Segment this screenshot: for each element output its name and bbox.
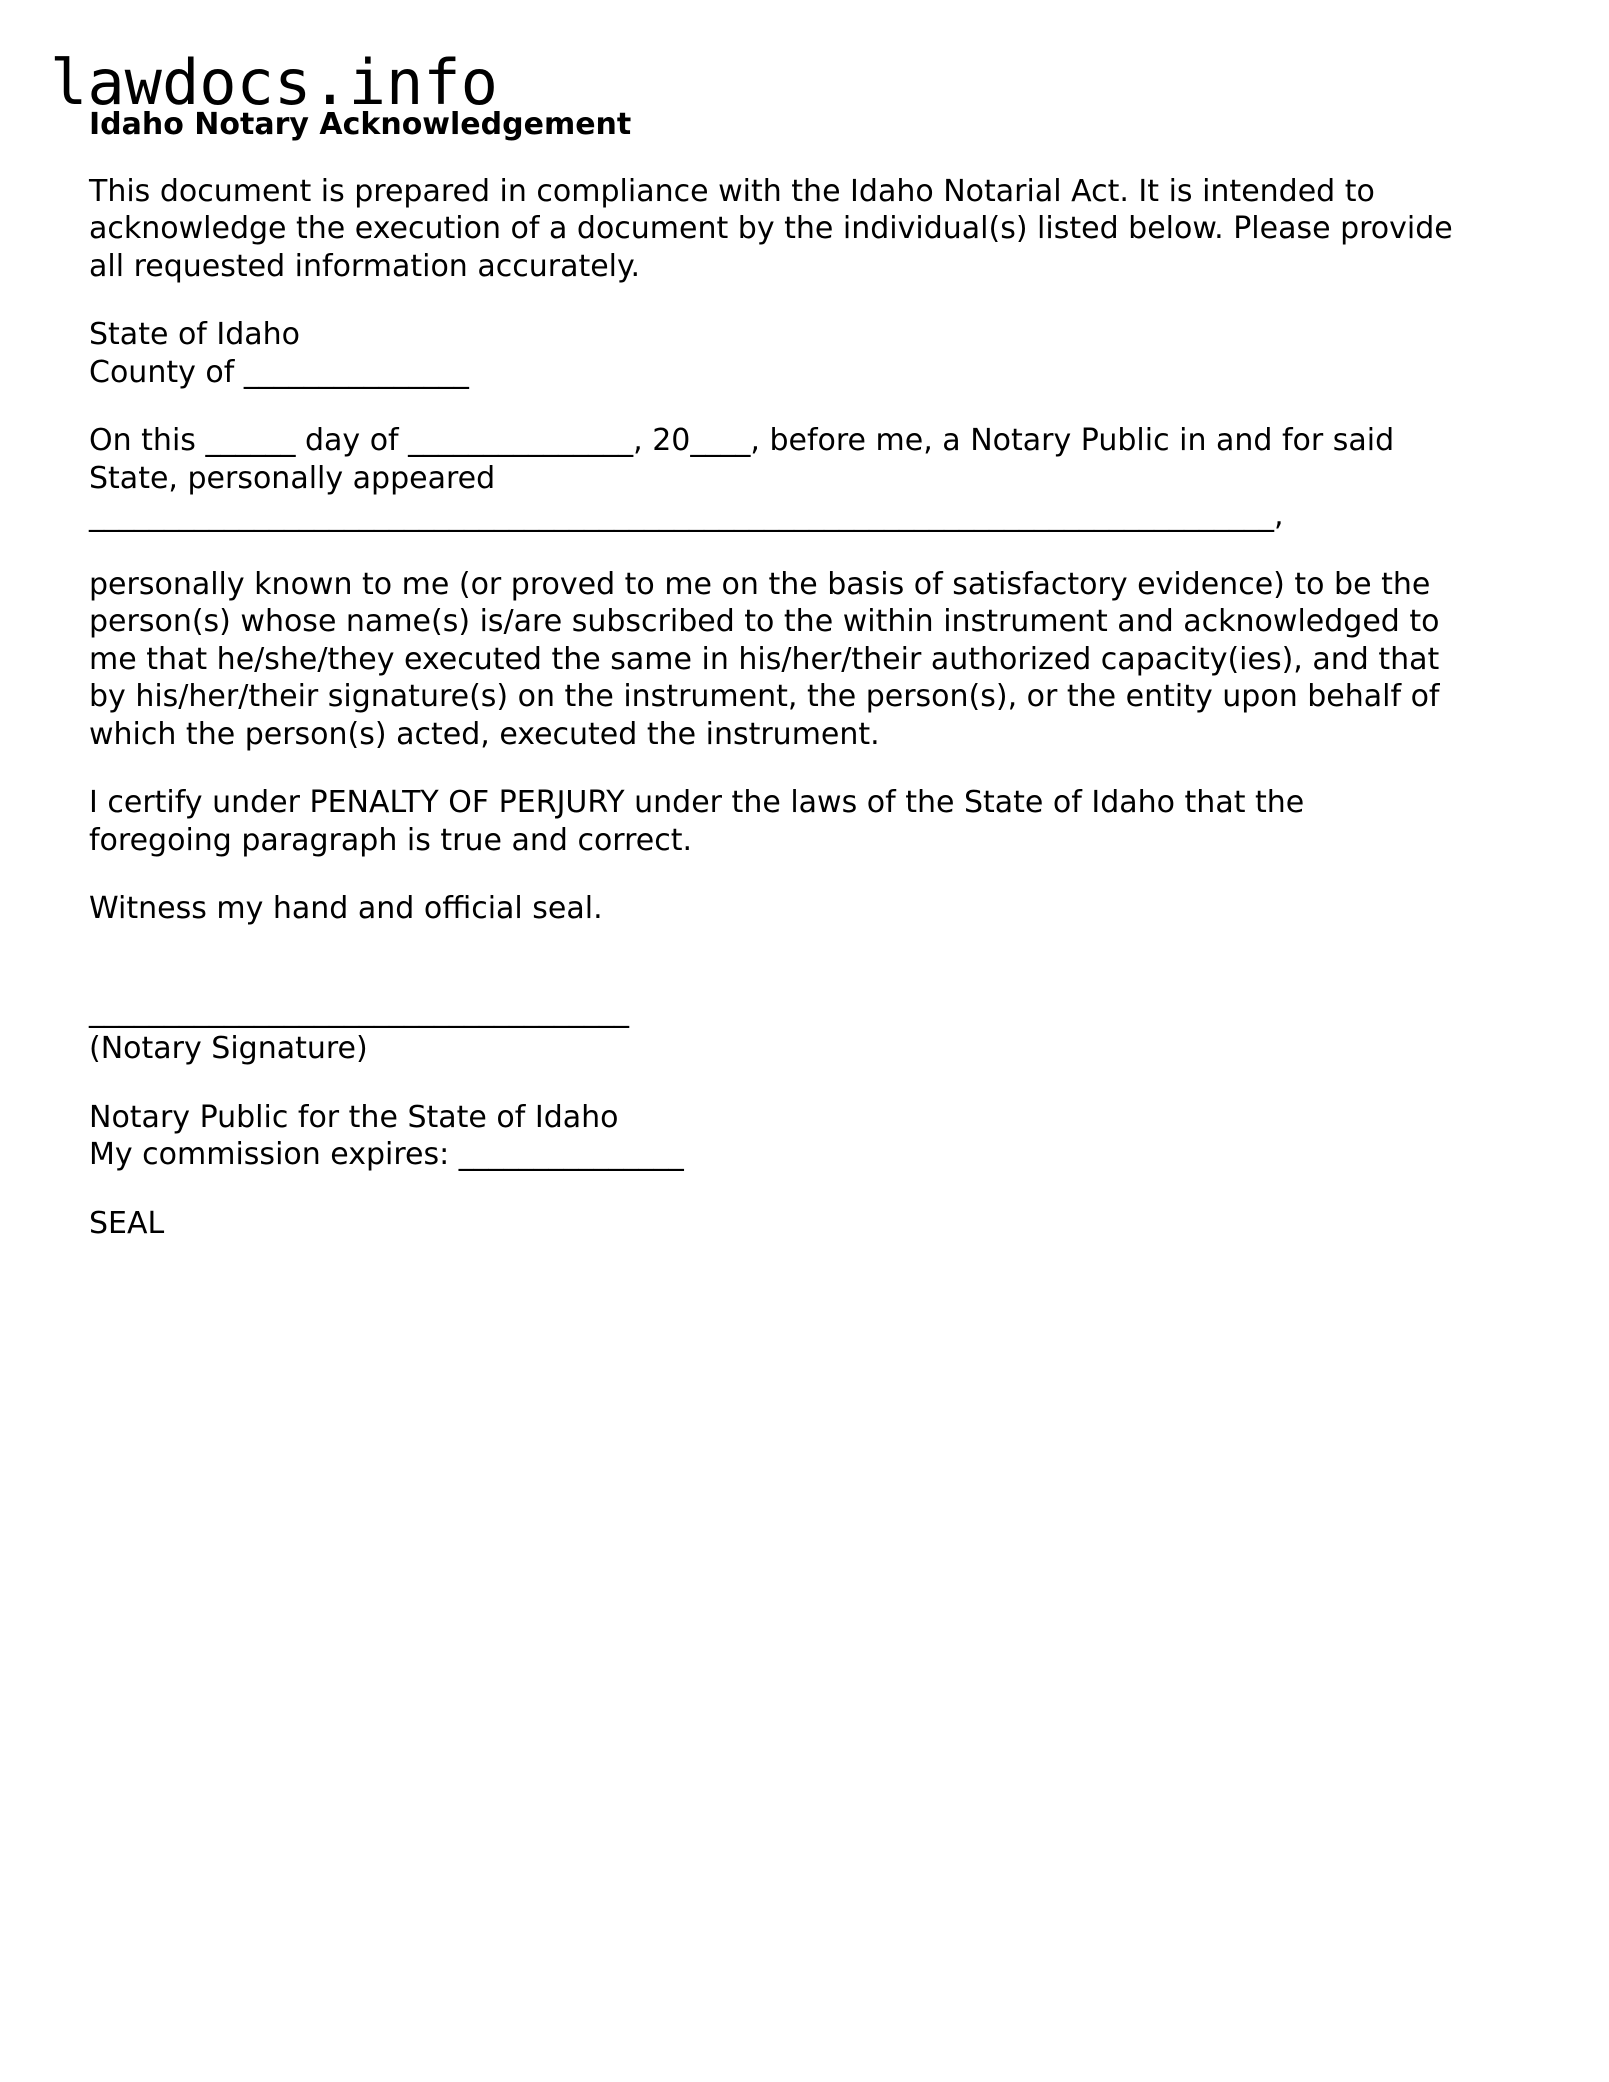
venue-county-field: County of _______________ (89, 354, 469, 390)
notary-info-block (89, 1099, 1529, 1174)
intro-line: acknowledge the execution of a document by the individual(s) listed below. Please provide (89, 211, 1453, 246)
certification-line: foregoing paragraph is true and correct. (89, 822, 693, 858)
appeared-name-field: _______________________________________________________________________________, (89, 498, 1284, 533)
venue-block (89, 316, 1529, 391)
intro-line: all requested information accurately. (89, 248, 641, 284)
acknowledgment-line: by his/her/their signature(s) on the instrument, the person(s), or the entity upon behalf of (89, 679, 1440, 714)
acknowledgment-line: which the person(s) acted, executed the instrument. (89, 716, 880, 752)
appearance-line: State, personally appeared (89, 460, 496, 496)
witness-line: Witness my hand and official seal. (89, 891, 603, 926)
acknowledgment-line: me that he/she/they executed the same in his/her/their authorized capacity(ies), and that (89, 641, 1440, 677)
watermark-logo: lawdocs.info (50, 46, 498, 119)
acknowledgment-paragraph (89, 566, 1529, 754)
seal-block (89, 1205, 1529, 1243)
appearance-paragraph (89, 422, 1529, 535)
certification-line: I certify under PENALTY OF PERJURY under the laws of the State of Idaho that the (89, 785, 1305, 820)
intro-paragraph (89, 173, 1529, 286)
acknowledgment-line: person(s) whose name(s) is/are subscribed to the within instrument and acknowledged to (89, 604, 1440, 639)
signature-spacer (89, 959, 1529, 993)
acknowledgment-line: personally known to me (or proved to me on the basis of satisfactory evidence) to be the (89, 566, 1431, 602)
document-title: Idaho Notary Acknowledgement (89, 107, 632, 142)
venue-state: State of Idaho (89, 317, 301, 352)
witness-statement (89, 890, 1529, 928)
notary-signature-caption: (Notary Signature) (89, 1031, 368, 1066)
notary-title: Notary Public for the State of Idaho (89, 1099, 619, 1135)
intro-line: This document is prepared in compliance with the Idaho Notarial Act. It is intended to (89, 173, 1375, 209)
signature-block (89, 993, 1529, 1068)
seal-label: SEAL (89, 1205, 165, 1241)
notary-acknowledgement-document (89, 106, 1529, 1273)
appearance-line: On this ______ day of _______________, 20____, before me, a Notary Public in and for said (89, 423, 1395, 458)
commission-expires-field: My commission expires: _______________ (89, 1137, 684, 1172)
notary-signature-line: ____________________________________ (89, 993, 629, 1029)
certification-paragraph (89, 784, 1529, 859)
